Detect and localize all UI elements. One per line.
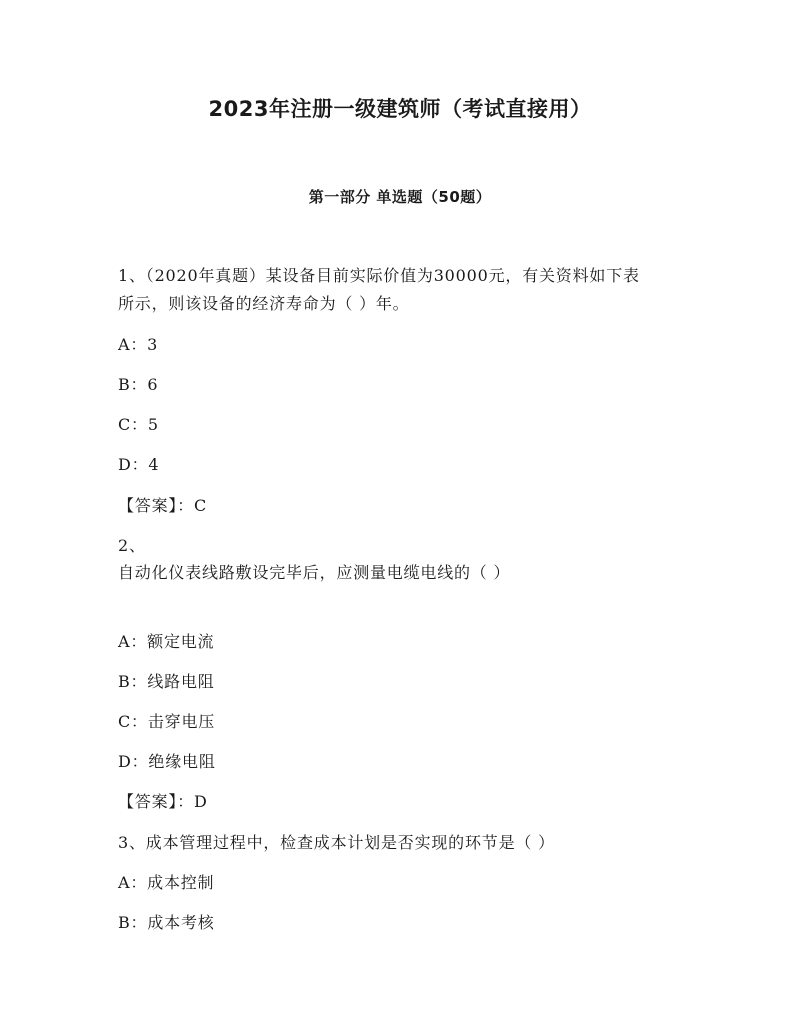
document-title: 2023年注册一级建筑师（考试直接用） [208, 97, 592, 121]
question-2-stem-line-1: 自动化仪表线路敷设完毕后，应测量电缆电线的（ ） [118, 563, 511, 582]
question-2-option-c: C：击穿电压 [118, 712, 216, 731]
question-1-option-b: B：6 [118, 375, 159, 394]
question-2-option-b: B：线路电阻 [118, 672, 215, 691]
question-1-option-c: C：5 [118, 415, 159, 434]
question-3-stem-line-1: 3、成本管理过程中，检查成本计划是否实现的环节是（ ） [118, 833, 555, 852]
question-1-option-d: D：4 [118, 455, 160, 474]
question-2-number: 2、 [118, 536, 146, 555]
question-3-option-a: A：成本控制 [118, 873, 215, 892]
question-2-answer: 【答案】：D [118, 792, 208, 811]
question-2-option-a: A：额定电流 [118, 632, 215, 651]
question-1-answer: 【答案】：C [118, 496, 208, 515]
question-3-option-b: B：成本考核 [118, 913, 215, 932]
section-title: 第一部分 单选题（50题） [308, 188, 492, 206]
question-2-option-d: D：绝缘电阻 [118, 752, 216, 771]
question-1-stem-line-2: 所示，则该设备的经济寿命为（ ）年。 [118, 294, 410, 313]
question-1-option-a: A：3 [118, 335, 159, 354]
question-1-stem-line-1: 1、（2020年真题）某设备目前实际价值为30000元，有关资料如下表 [118, 266, 640, 285]
